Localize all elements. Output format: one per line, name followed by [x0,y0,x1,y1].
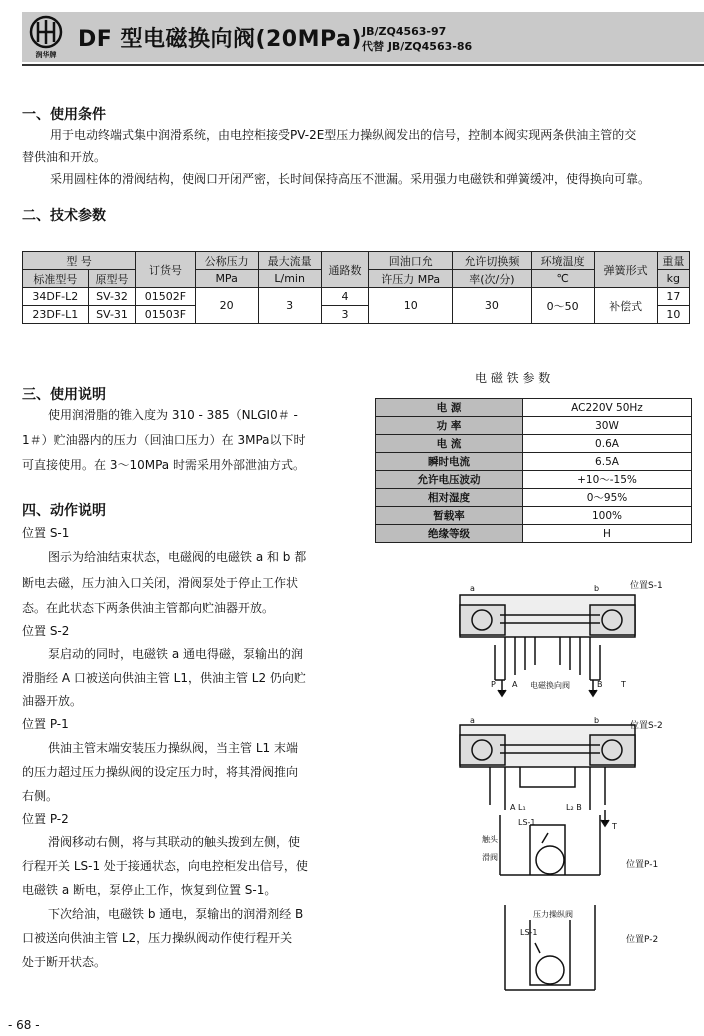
cell-std-model: 34DF-L2 [23,288,89,306]
diagram-label-pressure-valve: 压力操纵阀 [533,910,573,919]
table-row [376,471,692,489]
paragraph-line: 供油主管末端安装压力操纵阀，当主管 L1 末端 [48,741,298,755]
magnet-key: 功 率 [376,417,523,435]
section-heading-usage-conditions: 一、使用条件 [22,107,106,123]
paragraph-line: 1＃）贮油器内的压力（回油口压力）在 3MPa以下时 [22,433,306,447]
diagram-pos-p2: 位置P-2 [626,935,659,945]
table-row [23,288,690,306]
position-label: 位置 S-1 [22,526,70,540]
cell-orig-model: SV-31 [88,306,136,324]
table-row [376,489,692,507]
diagram-label-port-a: A [512,680,518,689]
position-label: 位置 P-2 [22,812,69,826]
cell-ports: 4 [321,288,369,306]
diagram-label-ls1: LS-1 [518,818,536,827]
diagram-pos-s1: 位置S-1 [630,581,663,591]
magnet-key: 电 流 [376,435,523,453]
magnet-key: 允许电压波动 [376,471,523,489]
diagram-valve-name: 电磁换向阀 [530,681,570,690]
cell-orig-model: SV-32 [88,288,136,306]
magnet-key: 电 源 [376,399,523,417]
paragraph-line: 可直接使用。在 3～10MPa 时需采用外部泄油方式。 [22,458,305,472]
section-heading-operation: 四、动作说明 [22,503,106,519]
magnet-key: 暂载率 [376,507,523,525]
paragraph-line: 下次给油，电磁铁 b 通电，泵输出的润滑剂经 B [48,907,304,921]
th-freq: 允许切换频 [453,252,531,270]
th-model: 型 号 [23,252,136,270]
cell-weight: 10 [657,306,689,324]
section-heading-tech-params: 二、技术参数 [22,208,106,224]
th-return: 回油口允 [369,252,453,270]
magnet-value: AC220V 50Hz [523,399,692,417]
paragraph-line: 断电去磁，压力油入口关闭，滑阀泵处于停止工作状 [22,576,299,590]
paragraph-line: 滑阀移动右侧，将与其联动的触头拨到左侧，使 [48,835,301,849]
cell-order: 01502F [136,288,195,306]
header-divider [22,64,704,66]
magnet-params-table [375,398,692,543]
paragraph-line: 口被送向供油主管 L2，压力操纵阀动作使行程开关 [22,931,293,945]
th-flow-unit: L/min [258,270,321,288]
th-temp: 环境温度 [531,252,594,270]
th-freq-unit: 率(次/分) [453,270,531,288]
spec-table [22,251,690,324]
diagram-label-slide-valve: 滑阀 [482,853,498,862]
magnet-value: H [523,525,692,543]
cell-std-model: 23DF-L1 [23,306,89,324]
diagram-pos-p1: 位置P-1 [626,860,659,870]
cell-ports: 3 [321,306,369,324]
valve-operation-diagram [430,575,700,995]
table-row [376,435,692,453]
cell-pressure: 20 [195,288,258,324]
th-flow: 最大流量 [258,252,321,270]
diagram-label-port-b: B [597,680,603,689]
cell-order: 01503F [136,306,195,324]
position-label: 位置 S-2 [22,624,70,638]
cell-weight: 17 [657,288,689,306]
standard-number: JB/ZQ4563-97 [362,25,447,38]
diagram-label-a-l1: A L₁ [510,803,526,812]
magnet-key: 绝缘等级 [376,525,523,543]
th-orig-model: 原型号 [88,270,136,288]
paragraph-line: 电磁铁 a 断电，泵停止工作，恢复到位置 S-1。 [22,883,277,897]
paragraph-line: 的压力超过压力操纵阀的设定压力时，将其滑阀推向 [22,765,299,779]
cell-flow: 3 [258,288,321,324]
paragraph-line: 油器开放。 [22,694,83,708]
magnet-value: +10～-15% [523,471,692,489]
th-ports: 通路数 [321,252,369,288]
paragraph-line: 处于断开状态。 [22,955,107,969]
paragraph-line: 行程开关 LS-1 处于接通状态，向电控柜发出信号，使 [22,859,308,873]
diagram-label-b: b [594,584,600,593]
magnet-value: 30W [523,417,692,435]
diagram-pos-s2: 位置S-2 [630,721,663,731]
cell-temp: 0～50 [531,288,594,324]
magnet-key: 瞬时电流 [376,453,523,471]
paragraph-line: 态。在此状态下两条供油主管都向贮油器开放。 [22,601,275,615]
diagram-label-l2-b: L₂ B [566,803,582,812]
diagram-label-t: T [621,680,626,689]
table-row [376,507,692,525]
diagram-label-ls1: LS-1 [520,928,538,937]
table-row [376,525,692,543]
paragraph-line: 滑脂经 A 口被送向供油主管 L1，供油主管 L2 仍向贮 [22,671,306,685]
cell-spring: 补偿式 [594,288,657,324]
table-row [376,417,692,435]
paragraph-line: 采用圆柱体的滑阀结构，使阀口开闭严密，长时间保持高压不泄漏。采用强力电磁铁和弹簧缓冲，使得换向可靠。 [50,172,651,186]
diagram-label-t: T [612,822,617,831]
diagram-label-a: a [470,584,475,593]
section-heading-usage-notes: 三、使用说明 [22,387,106,403]
magnet-value: 100% [523,507,692,525]
th-pressure: 公称压力 [195,252,258,270]
position-label: 位置 P-1 [22,717,69,731]
replaced-standard: 代替 JB/ZQ4563-86 [362,40,473,53]
page-title: DF 型电磁换向阀(20MPa) [78,27,362,52]
th-temp-unit: ℃ [531,270,594,288]
paragraph-line: 泵启动的同时，电磁铁 a 通电得磁，泵输出的润 [48,647,303,661]
th-weight-unit: kg [657,270,689,288]
paragraph-line: 图示为给油结束状态，电磁阀的电磁铁 a 和 b 都 [48,550,307,564]
table-row [376,399,692,417]
magnet-value: 0～95% [523,489,692,507]
paragraph-line: 右侧。 [22,789,59,803]
th-std-model: 标准型号 [23,270,89,288]
paragraph-line: 使用润滑脂的锥入度为 310 - 385（NLGI0＃ - [48,408,298,422]
brand-logo [26,14,66,60]
page-number: - 68 - [8,1018,40,1032]
th-return-unit: 许压力 MPa [369,270,453,288]
cell-freq: 30 [453,288,531,324]
th-weight: 重量 [657,252,689,270]
logo-text: 润华牌 [35,51,57,59]
diagram-label-contact: 触头 [482,835,498,844]
diagram-label-b: b [594,716,600,725]
diagram-label-a: a [470,716,475,725]
paragraph-line: 用于电动终端式集中润滑系统，由电控柜接受PV-2E型压力操纵阀发出的信号，控制本阀实现两条供油主管的交 [50,128,637,142]
magnet-key: 相对湿度 [376,489,523,507]
th-order: 订货号 [136,252,195,288]
th-pressure-unit: MPa [195,270,258,288]
diagram-label-p: P [491,680,496,689]
paragraph-line: 替供油和开放。 [22,150,107,164]
magnet-value: 0.6A [523,435,692,453]
cell-return: 10 [369,288,453,324]
magnet-table-title: 电 磁 铁 参 数 [475,371,551,385]
table-row [376,453,692,471]
th-spring: 弹簧形式 [594,252,657,288]
magnet-value: 6.5A [523,453,692,471]
